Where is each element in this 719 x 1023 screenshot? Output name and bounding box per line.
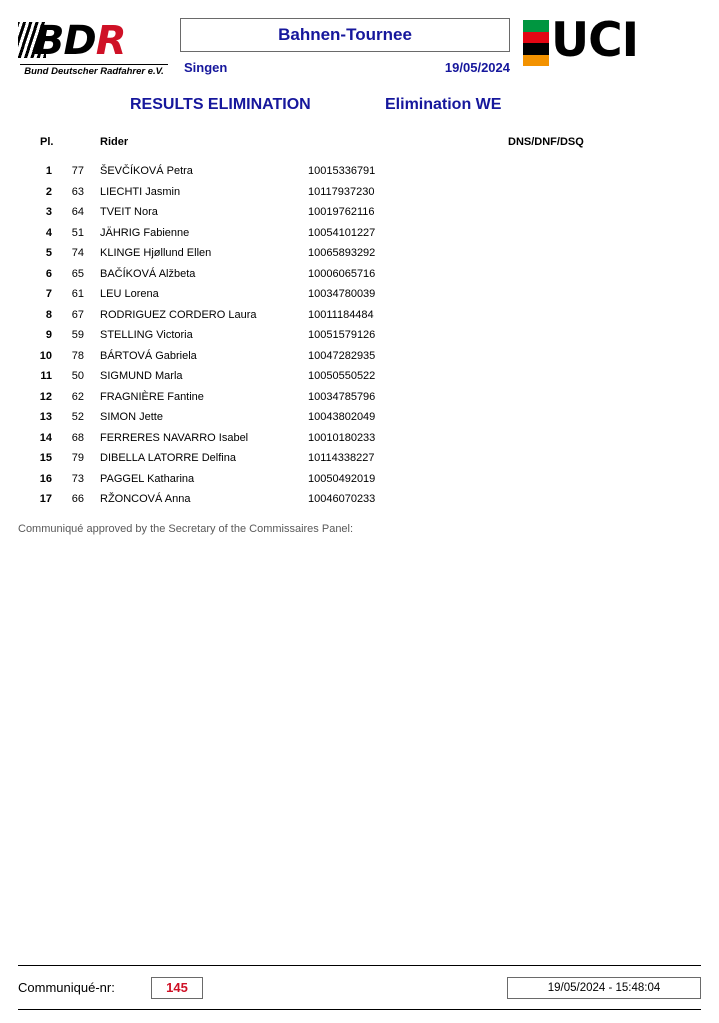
bdr-logo-text: BDR <box>34 18 126 64</box>
row-rider: BAČÍKOVÁ Alžbeta <box>100 267 196 280</box>
row-uci-id: 10034780039 <box>308 288 376 300</box>
row-place: 16 <box>39 472 52 485</box>
communique-number-label: Communiqué-nr: <box>18 980 115 995</box>
row-place: 7 <box>45 288 52 300</box>
row-uci-id: 10010180233 <box>308 431 376 444</box>
row-rider: RODRIGUEZ CORDERO Laura <box>100 308 257 321</box>
uci-logo <box>523 13 673 70</box>
row-bib: 68 <box>71 431 84 444</box>
row-rider: LEU Lorena <box>100 288 159 300</box>
row-uci-id: 10006065716 <box>308 267 376 280</box>
row-bib: 79 <box>71 452 84 464</box>
timestamp-box <box>507 977 701 999</box>
table-row <box>18 247 701 268</box>
row-place: 2 <box>45 185 52 198</box>
row-place: 17 <box>39 493 52 505</box>
row-bib: 62 <box>71 390 84 403</box>
row-uci-id: 10050550522 <box>308 370 376 382</box>
table-row <box>18 309 701 330</box>
row-rider: PAGGEL Katharina <box>100 472 195 485</box>
results-heading: RESULTS ELIMINATION <box>130 96 311 113</box>
row-rider: SIMON Jette <box>100 411 163 423</box>
table-row <box>18 452 701 473</box>
row-bib: 59 <box>71 329 84 341</box>
footer-top-rule <box>18 965 701 966</box>
table-row <box>18 206 701 227</box>
row-place: 6 <box>45 267 52 280</box>
uci-logo-text: UCI <box>551 13 639 68</box>
row-uci-id: 10019762116 <box>308 206 375 218</box>
row-uci-id: 10050492019 <box>308 472 376 485</box>
row-uci-id: 10051579126 <box>308 329 376 341</box>
document-footer <box>18 977 701 1001</box>
communique-approval-note: Communiqué approved by the Secretary of the Commissaires Panel: <box>18 523 354 535</box>
row-place: 10 <box>39 349 52 362</box>
row-rider: STELLING Victoria <box>100 329 193 341</box>
row-bib: 63 <box>71 185 84 198</box>
row-rider: FRAGNIÈRE Fantine <box>100 390 204 403</box>
table-row <box>18 411 701 432</box>
communique-number-box <box>151 977 203 999</box>
table-row <box>18 432 701 453</box>
row-uci-id: 10065893292 <box>308 247 376 259</box>
row-bib: 78 <box>71 349 84 362</box>
table-column-headers <box>18 136 701 152</box>
column-header-place: Pl. <box>40 136 54 148</box>
event-heading: Elimination WE <box>385 96 502 113</box>
table-row <box>18 493 701 514</box>
row-uci-id: 10034785796 <box>308 390 376 403</box>
row-bib: 77 <box>71 165 84 177</box>
row-bib: 66 <box>71 493 84 505</box>
row-uci-id: 10043802049 <box>308 411 376 423</box>
row-place: 5 <box>45 247 52 259</box>
row-rider: JÄHRIG Fabienne <box>100 226 190 239</box>
row-rider: TVEIT Nora <box>100 206 158 218</box>
venue-label: Singen <box>184 60 228 75</box>
uci-stripes-icon <box>523 20 549 66</box>
row-bib: 52 <box>71 411 84 423</box>
row-bib: 65 <box>71 267 84 280</box>
table-row <box>18 268 701 289</box>
event-title-box <box>180 18 510 52</box>
table-row <box>18 370 701 391</box>
table-row <box>18 473 701 494</box>
row-place: 13 <box>39 411 52 423</box>
row-rider: DIBELLA LATORRE Delfina <box>100 452 236 464</box>
row-place: 3 <box>45 206 52 218</box>
row-bib: 50 <box>71 370 84 382</box>
row-uci-id: 10015336791 <box>308 165 376 177</box>
row-place: 1 <box>45 165 52 177</box>
table-row <box>18 227 701 248</box>
column-header-rider: Rider <box>100 136 129 148</box>
event-date: 19/05/2024 <box>444 60 510 75</box>
row-rider: ŠEVČÍKOVÁ Petra <box>100 165 193 177</box>
row-bib: 67 <box>71 308 84 321</box>
row-rider: LIECHTI Jasmin <box>100 185 181 198</box>
row-place: 8 <box>45 308 52 321</box>
table-row <box>18 288 701 309</box>
row-uci-id: 10117937230 <box>308 185 375 198</box>
row-rider: KLINGE Hjøllund Ellen <box>100 247 212 259</box>
row-bib: 64 <box>71 206 84 218</box>
row-place: 11 <box>40 370 52 382</box>
bdr-logo-subtitle: Bund Deutscher Radfahrer e.V. <box>20 64 168 77</box>
table-row <box>18 165 701 186</box>
timestamp-value: 19/05/2024 - 15:48:04 <box>547 982 661 994</box>
event-title: Bahnen-Tournee <box>278 25 412 44</box>
row-bib: 74 <box>71 247 84 259</box>
table-row <box>18 186 701 207</box>
row-place: 12 <box>39 390 52 403</box>
table-row <box>18 350 701 371</box>
row-rider: SIGMUND Marla <box>100 370 183 382</box>
bdr-logo <box>18 20 168 78</box>
row-uci-id: 10114338227 <box>308 452 375 464</box>
row-place: 9 <box>45 329 52 341</box>
table-row <box>18 391 701 412</box>
row-uci-id: 10011184484 <box>308 308 374 321</box>
communique-number-value: 145 <box>166 980 188 995</box>
footer-bottom-rule <box>18 1009 701 1010</box>
table-row <box>18 329 701 350</box>
results-table <box>18 165 701 514</box>
document-header <box>18 13 701 84</box>
row-place: 14 <box>39 431 52 444</box>
row-uci-id: 10046070233 <box>308 493 376 505</box>
row-bib: 61 <box>71 288 84 300</box>
column-header-dns: DNS/DNF/DSQ <box>508 136 584 148</box>
row-rider: BÁRTOVÁ Gabriela <box>100 349 197 362</box>
row-place: 4 <box>45 226 52 239</box>
row-uci-id: 10054101227 <box>308 226 376 239</box>
row-rider: RŽONCOVÁ Anna <box>100 493 191 505</box>
row-uci-id: 10047282935 <box>308 349 376 362</box>
row-bib: 73 <box>71 472 84 485</box>
row-bib: 51 <box>71 226 84 239</box>
row-rider: FERRERES NAVARRO Isabel <box>100 431 249 444</box>
row-place: 15 <box>39 452 52 464</box>
